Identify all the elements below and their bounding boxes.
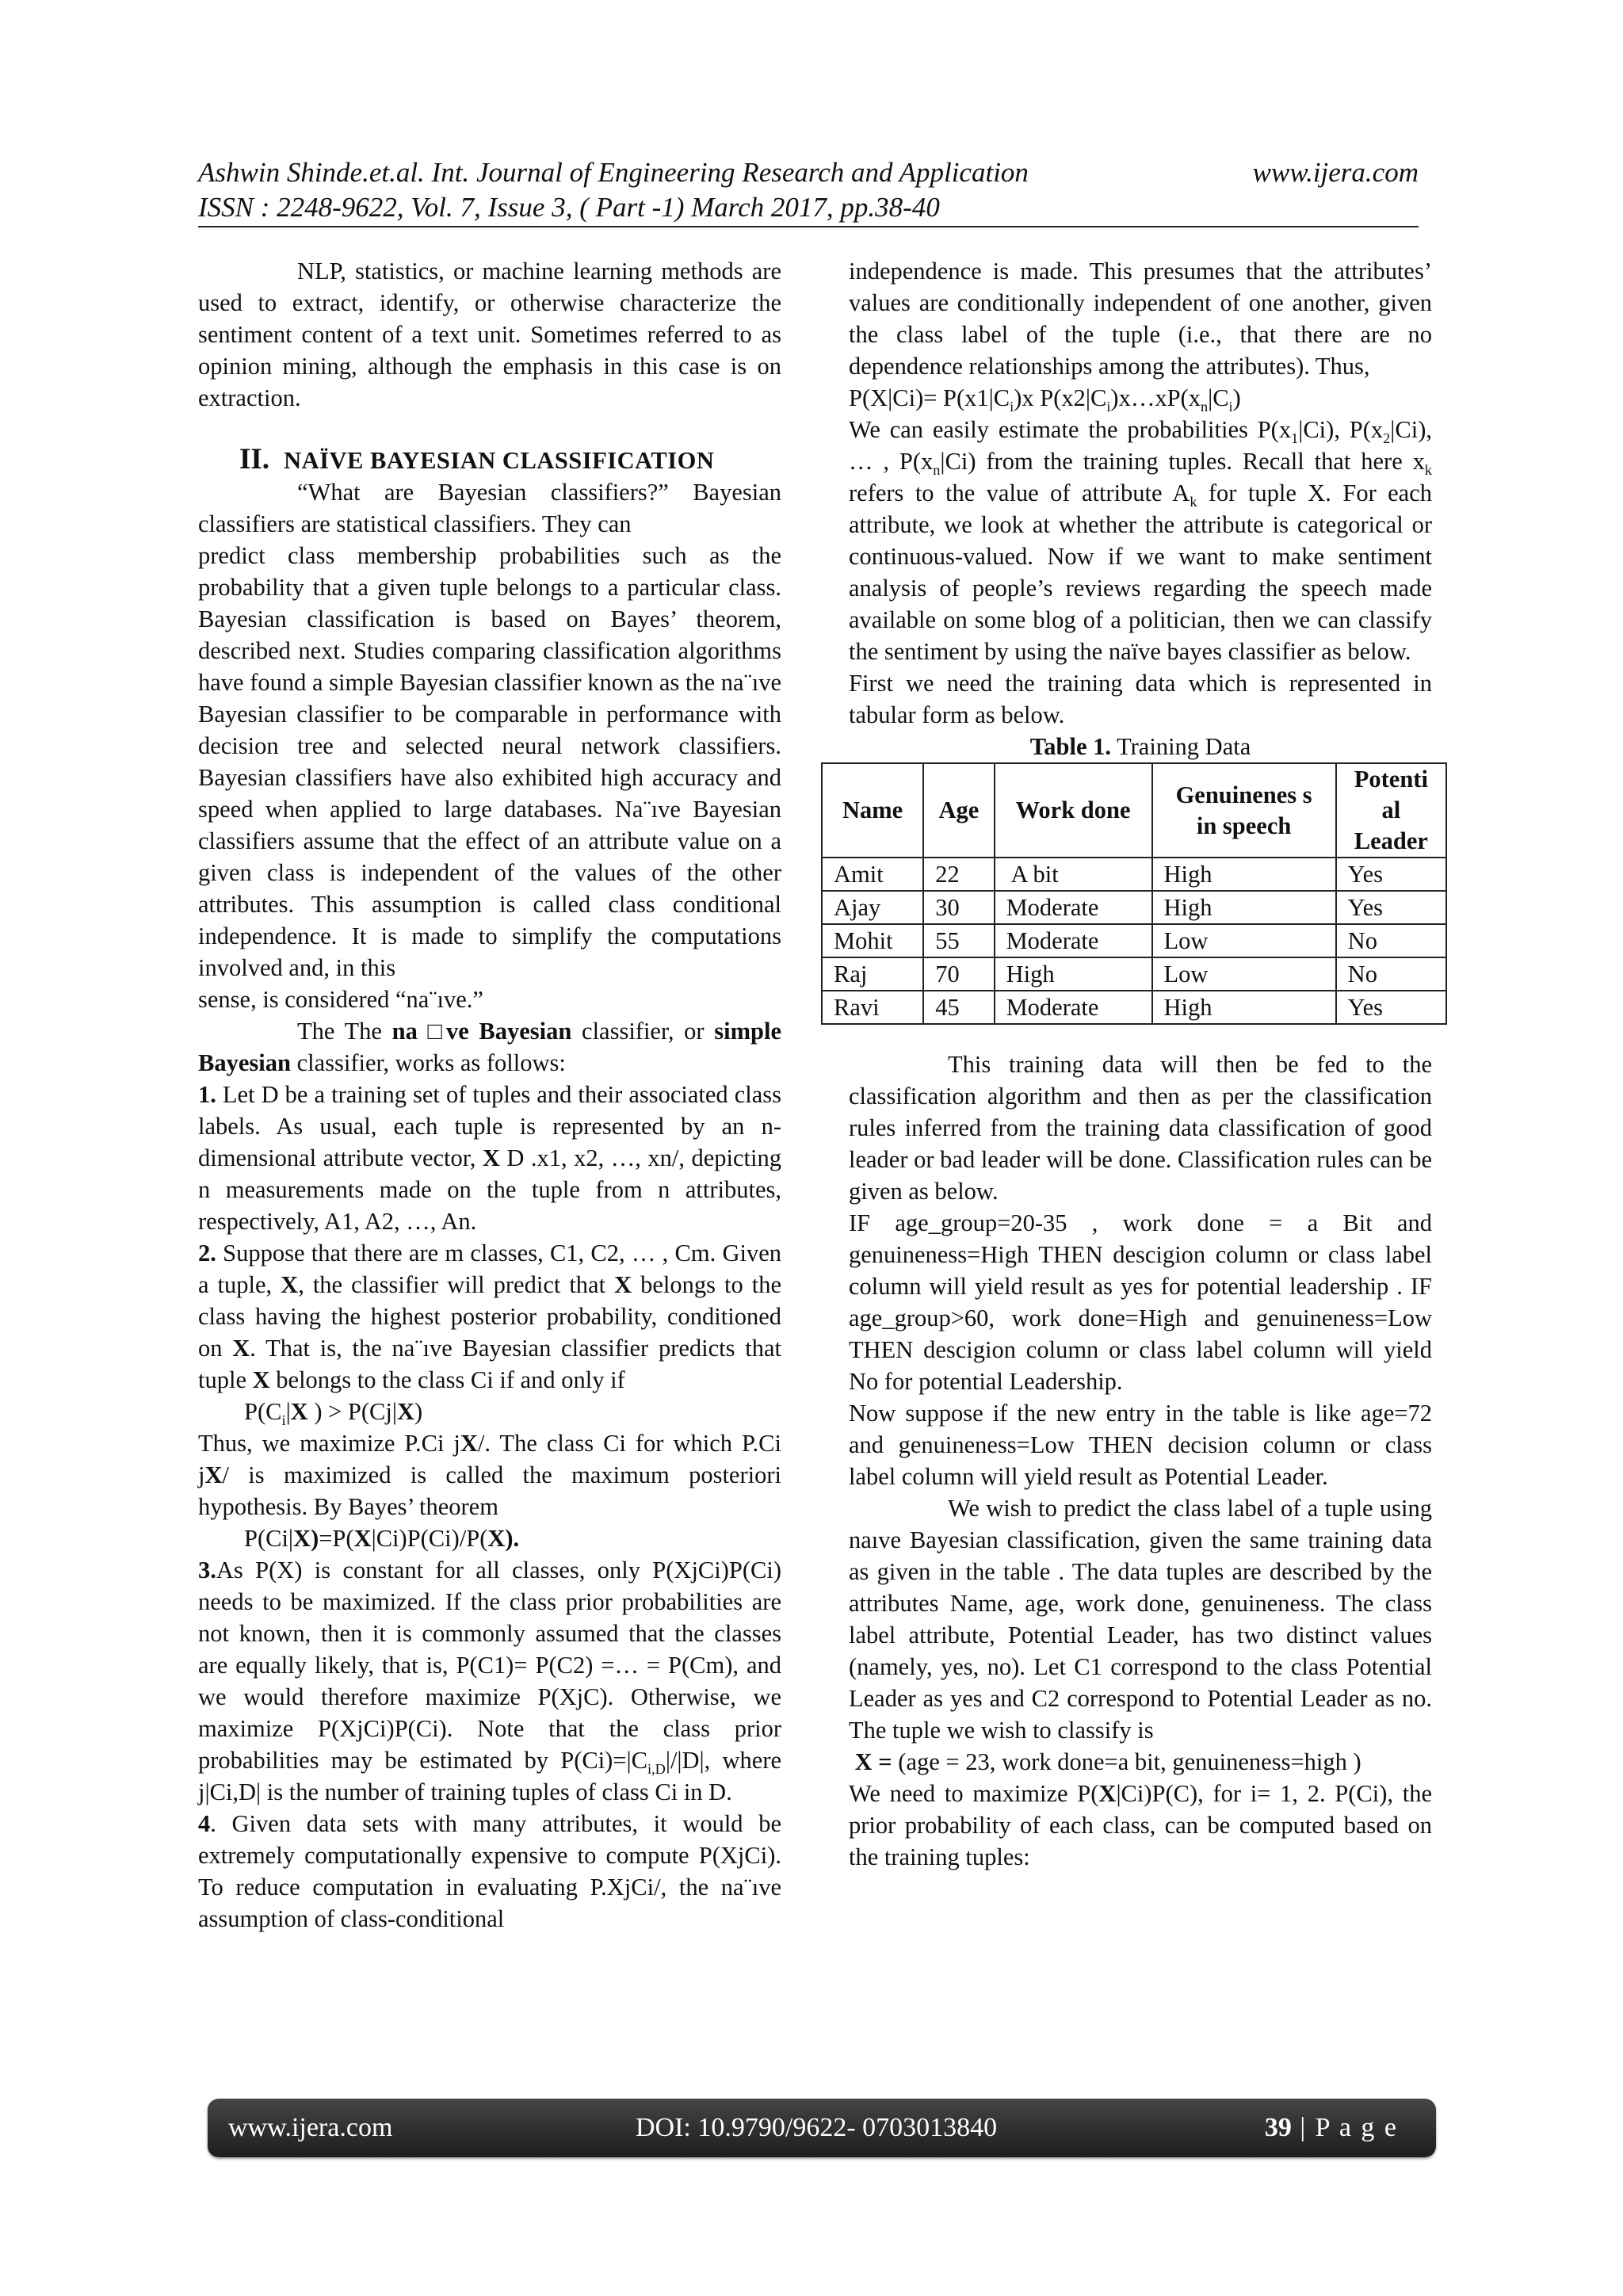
table-cell: Amit	[822, 858, 923, 891]
page-footer	[208, 2099, 1436, 2157]
step-number: 3.	[198, 1557, 216, 1584]
subscript: k	[1424, 462, 1433, 479]
text-run: |Ci)P(C), for i= 1, 2. P(Ci), the prior probability of each class, can be computed based on the training tuples:	[849, 1780, 1432, 1870]
text-run: belongs to the class having the highest posterior probability, conditioned on	[198, 1271, 781, 1362]
text-run: (age = 23, work done=a bit, genuineness=high )	[892, 1748, 1361, 1775]
journal-citation: Ashwin Shinde.et.al. Int. Journal of Engineering Research and Application	[198, 157, 1029, 188]
text-run: We can easily estimate the probabilities P(x	[849, 416, 1292, 443]
footer-doi: DOI: 10.9790/9622- 0703013840	[636, 2113, 998, 2142]
bold-run: X	[290, 1398, 308, 1425]
page-label: | P a g e	[1291, 2113, 1398, 2142]
step-3	[198, 1554, 781, 1808]
caption-label: Table 1.	[1029, 733, 1112, 760]
table-cell: No	[1336, 957, 1446, 991]
text-run: )x…xP(x	[1110, 384, 1201, 411]
bold-run: simple Bayesian	[198, 1018, 781, 1076]
journal-website[interactable]: www.ijera.com	[1252, 157, 1419, 188]
step-number: 2.	[198, 1240, 216, 1266]
table-cell: Low	[1152, 924, 1336, 957]
text-run: Suppose that there are m classes, C1, C2, … , Cm. Given a tuple,	[198, 1240, 781, 1298]
table-cell: No	[1336, 924, 1446, 957]
estimate-paragraph	[849, 414, 1432, 667]
bold-run: na □ve Bayesian	[391, 1018, 572, 1045]
text-run: |C	[1208, 384, 1229, 411]
subscript: n	[1200, 399, 1209, 415]
text-run: ) > P(Cj|	[307, 1398, 397, 1425]
step-2	[198, 1237, 781, 1396]
subscript: i,D	[647, 1761, 666, 1778]
table-header-row	[822, 763, 1446, 858]
bold-run: X	[353, 1525, 372, 1552]
subscript: k	[1190, 494, 1197, 510]
text-run: D .x1, x2, …, xn/, depicting n measurements made on the tuple from n attributes, respectively, A1, A2, …, An.	[198, 1144, 782, 1235]
works-as-follows-paragraph	[198, 1015, 781, 1079]
bold-run: X).	[487, 1525, 520, 1552]
text-run: refers to the value of attribute A	[849, 479, 1190, 506]
table-cell: 30	[923, 891, 994, 924]
text-run: /. The class Ci for which P.Ci j	[198, 1430, 781, 1488]
table-cell: Yes	[1336, 891, 1446, 924]
intro-paragraph: NLP, statistics, or machine learning methods are used to extract, identify, or otherwise characterize the sentiment content of a text unit. Sometimes referred to as opinion mining, although the emphasis in this case is on extraction.	[198, 258, 781, 411]
text-run: |/|D|, where j|Ci,D| is the number of training tuples of class Ci in D.	[198, 1747, 782, 1805]
step-number: 4	[198, 1810, 211, 1837]
text-run: P(C	[244, 1398, 282, 1425]
text-run: |	[285, 1398, 291, 1425]
table-cell: Moderate	[995, 991, 1152, 1024]
training-fed-paragraph: This training data will then be fed to the classification algorithm and then as per the classification rules inferred from the training data classification of good leader or bad leader will be done. Classification rules can be given as below.	[849, 1051, 1432, 1205]
table-cell: 22	[923, 858, 994, 891]
text-run: . Given data sets with many attributes, it would be extremely computationally expensive to compute P(XjCi). To reduce computation in evaluating P.XjCi/, the na¨ıve assumption of class-conditional	[198, 1810, 781, 1932]
running-header	[198, 155, 1419, 225]
bold-run: X)	[293, 1525, 319, 1552]
column-header: Work done	[995, 763, 1152, 858]
bold-run: X	[232, 1335, 250, 1362]
text-run: . That is, the na¨ıve Bayesian classifier predicts that tuple	[198, 1335, 781, 1393]
training-data-intro: First we need the training data which is represented in tabular form as below.	[849, 670, 1432, 728]
text-run: , the classifier will predict that	[298, 1271, 615, 1298]
text-run: for tuple X. For each attribute, we look at whether the attribute is categorical or continuous-valued. Now if we want to make sentiment analysis of people’s reviews regarding the speech made available on some blog of a politician, then we can classify the sentiment by using the naïve bayes classifier as below.	[849, 479, 1433, 665]
table-cell: 45	[923, 991, 994, 1024]
text-run: Thus, we maximize P.Ci j	[198, 1430, 460, 1457]
bold-run: X	[1098, 1780, 1117, 1807]
naive-sense-line: sense, is considered “na¨ıve.”	[198, 986, 483, 1013]
table-cell: High	[1152, 891, 1336, 924]
maximize-paragraph	[198, 1427, 781, 1522]
bold-run: X	[281, 1271, 299, 1298]
bold-run: X	[460, 1430, 478, 1457]
bold-run: X	[482, 1144, 500, 1171]
page-number: 39	[1264, 2113, 1292, 2142]
spacer	[198, 414, 781, 444]
text-run: =P(	[319, 1525, 354, 1552]
spacer	[849, 1025, 1432, 1049]
table-cell: High	[995, 957, 1152, 991]
table-cell: Raj	[822, 957, 923, 991]
text-run: |Ci) from the training tuples. Recall that here x	[940, 448, 1425, 475]
maximize-prior-paragraph	[849, 1778, 1432, 1873]
section-heading	[198, 444, 781, 476]
subscript: i	[1010, 399, 1014, 415]
subscript: 1	[1291, 430, 1299, 447]
table-cell: Yes	[1336, 858, 1446, 891]
section-number: II.	[239, 443, 270, 476]
text-run: / is maximized is called the maximum posteriori hypothesis. By Bayes’ theorem	[198, 1461, 781, 1520]
subscript: i	[281, 1412, 286, 1429]
table-cell: High	[1152, 991, 1336, 1024]
header-divider	[198, 226, 1419, 227]
table-cell: 55	[923, 924, 994, 957]
table-cell: High	[1152, 858, 1336, 891]
tuple-definition	[849, 1746, 1432, 1778]
table-cell: Moderate	[995, 924, 1152, 957]
footer-page-number	[1265, 2113, 1398, 2143]
text-run: )	[414, 1398, 423, 1425]
bold-run: X	[252, 1366, 270, 1393]
caption-text: Training Data	[1111, 733, 1251, 760]
table-cell: Mohit	[822, 924, 923, 957]
column-header: Genuinenes s in speech	[1152, 763, 1336, 858]
formula-bayes	[198, 1522, 781, 1554]
table-caption	[849, 731, 1432, 762]
step-number: 1.	[198, 1081, 216, 1108]
subscript: n	[933, 462, 941, 479]
text-run: As P(X) is constant for all classes, only P(XjCi)P(Ci) needs to be maximized. If the class prior probabilities are not known, then it is commonly assumed that the classes are equally likely, that is, P(C1)= P(C2) =… = P(Cm), and we would therefore maximize P(XjC). Otherwise, we maximize P(XjCi)P(Ci). Note that the class prior probabilities may be estimated by P(Ci)=|C	[198, 1557, 781, 1774]
text-run: P(X|Ci)= P(x1|C	[849, 384, 1010, 411]
step-4	[198, 1808, 781, 1935]
subscript: i	[1228, 399, 1233, 415]
table-cell: Ajay	[822, 891, 923, 924]
table-cell: Yes	[1336, 991, 1446, 1024]
text-run: Let D be a training set of tuples and their associated class labels. As usual, each tuple is represented by an n-dimensional attribute vector,	[198, 1081, 781, 1171]
table-cell: 70	[923, 957, 994, 991]
formula-posterior	[198, 1396, 781, 1427]
subscript: 2	[1383, 430, 1391, 447]
text-run: )x P(x2|C	[1014, 384, 1107, 411]
bayesian-question-paragraph: “What are Bayesian classifiers?” Bayesian classifiers are statistical classifiers. They can	[198, 479, 781, 537]
table-row	[822, 924, 1446, 957]
column-header: Name	[822, 763, 923, 858]
text-run: |Ci), P(x	[1298, 416, 1384, 443]
formula-product	[849, 382, 1432, 414]
table-cell: Ravi	[822, 991, 923, 1024]
table-row	[822, 891, 1446, 924]
table-cell: Moderate	[995, 891, 1152, 924]
table-row	[822, 991, 1446, 1024]
column-header: Age	[923, 763, 994, 858]
text-run: |Ci)P(Ci)/P(	[371, 1525, 488, 1552]
issn-line: ISSN : 2248-9622, Vol. 7, Issue 3, ( Part -1) March 2017, pp.38-40	[198, 192, 940, 223]
table-cell: A bit	[995, 858, 1152, 891]
text-run: |Ci), … , P(x	[849, 416, 1433, 475]
bold-run: X	[204, 1461, 223, 1488]
bold-run: X =	[849, 1748, 892, 1775]
section-title: NAÏVE BAYESIAN CLASSIFICATION	[284, 447, 715, 474]
step-1	[198, 1079, 781, 1237]
predict-paragraph: We wish to predict the class label of a tuple using naıve Bayesian classification, given the same training data as given in the table . The data tuples are described by the attributes Name, age, work done, genuineness. The class label attribute, Potential Leader, has two distinct values (namely, yes, no). Let C1 correspond to the class Potential Leader as yes and C2 correspond to Potential Leader as no. The tuple we wish to classify is	[849, 1495, 1432, 1744]
subscript: i	[1106, 399, 1111, 415]
bayesian-description-paragraph: predict class membership probabilities such as the probability that a given tuple belongs to a particular class. Bayesian classification is based on Bayes’ theorem, described next. Studies comparing classification algorithms have found a simple Bayesian classifier known as the na¨ıve Bayesian classifier to be comparable in performance with decision tree and selected neural network classifiers. Bayesian classifiers have also exhibited high accuracy and speed when applied to large databases. Na¨ıve Bayesian classifiers assume that the effect of an attribute value on a given class is independent of the values of the other attributes. This assumption is called class conditional independence. It is made to simplify the computations involved and, in this	[198, 542, 782, 981]
right-column	[834, 255, 1433, 1873]
text-run: P(Ci|	[244, 1525, 294, 1552]
table-row	[822, 957, 1446, 991]
text-run: classifier, works as follows:	[290, 1049, 566, 1076]
new-entry-paragraph: Now suppose if the new entry in the table is like age=72 and genuineness=Low THEN decision column or class label column will yield result as Potential Leader.	[849, 1400, 1432, 1490]
text-run: classifier, or	[571, 1018, 715, 1045]
footer-website[interactable]: www.ijera.com	[228, 2113, 393, 2142]
text-run: We need to maximize P(	[849, 1780, 1099, 1807]
bold-run: X	[396, 1398, 415, 1425]
independence-paragraph: independence is made. This presumes that the attributes’ values are conditionally independent of one another, given the class label of the tuple (i.e., that there are no dependence relationships among the attributes). Thus,	[849, 258, 1432, 380]
text-run: belongs to the class Ci if and only if	[269, 1366, 625, 1393]
left-column	[198, 255, 781, 1935]
rules-paragraph: IF age_group=20-35 , work done = a Bit and genuineness=High THEN descigion column or class label column will yield result as yes for potential leadership . IF age_group>60, work done=High and genuineness=Low THEN descigion column or class label column will yield No for potential Leadership.	[849, 1209, 1432, 1395]
text-run: )	[1232, 384, 1241, 411]
training-data-table	[821, 762, 1447, 1025]
table-row	[822, 858, 1446, 891]
table-cell: Low	[1152, 957, 1336, 991]
column-header: Potenti al Leader	[1336, 763, 1446, 858]
text-run: The The	[297, 1018, 392, 1045]
bold-run: X	[614, 1271, 632, 1298]
